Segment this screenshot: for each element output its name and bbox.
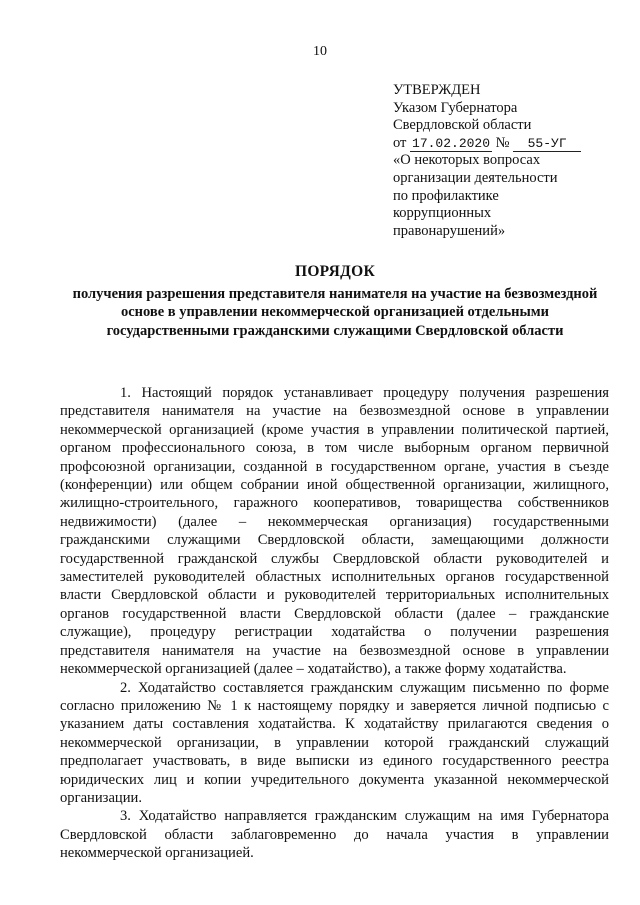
approval-heading: УТВЕРЖДЕН (393, 82, 481, 98)
document-title: ПОРЯДОК (294, 263, 376, 280)
paragraph-1: 1. Настоящий порядок устанавливает процедуру получения разрешения представителя нанимателя на участие на безвозмездной основе в управлении некоммерческой организацией (кроме участия в управлении политической партией, органом профессионального союза, в том числе выборным органом первичной профсоюзной организации, созданной в государственном органе, участия в съезде (конференции) или общем собрании иной общественной организации, жилищного, жилищно-строительного, гаражного кооперативов, товарищества собственников недвижимости) (далее – некоммерческая организация) государственными гражданскими служащими Свердловской области, замещающими должности государственной гражданской службы Свердловской области руководителей и заместителей руководителей областных исполнительных органов государственной власти Свердловской области и руководителей территориальных исполнительных органов государственной власти Свердловской области (далее – гражданские служащие), процедуру регистрации ходатайства о получении разрешения представителя нанимателя на участие на безвозмездной основе в управлении некоммерческой организацией (далее – ходатайство), а также форму ходатайства. (60, 385, 609, 678)
number-label: № (495, 134, 510, 151)
approval-stamp (393, 82, 633, 240)
decree-number: 55-УГ (513, 137, 581, 152)
page-number: 10 (313, 44, 327, 59)
decree-subject: «О некоторых вопросах организации деятельности по профилактике коррупционных правонарушений» (393, 152, 558, 239)
document-subtitle: получения разрешения представителя нанимателя на участие на безвозмездной основе в управлении некоммерческой организацией отдельными государственными гражданскими служащими Свердловской области (72, 286, 598, 339)
document-body (60, 384, 609, 863)
approval-line-3: Свердловской области (393, 117, 532, 134)
paragraph-2: 2. Ходатайство составляется гражданским служащим письменно по форме согласно приложению № 1 к настоящему порядку и заверяется личной подписью с указанием даты составления ходатайства. К ходатайству прилагаются сведения о некоммерческой организации, в управлении которой гражданский служащий предполагает участвовать, в виде выписки из единого государственного реестра юридических лиц и копии учредительного документа указанной некоммерческой организации. (60, 679, 609, 806)
paragraph-3: 3. Ходатайство направляется гражданским служащим на имя Губернатора Свердловской области заблаговременно до начала участия в управлении некоммерческой организацией. (60, 808, 609, 862)
approval-line-2: Указом Губернатора (393, 99, 518, 116)
from-label: от (393, 134, 407, 151)
approval-date-line (393, 135, 633, 153)
document-title-block (60, 263, 610, 340)
decree-date: 17.02.2020 (412, 135, 491, 151)
